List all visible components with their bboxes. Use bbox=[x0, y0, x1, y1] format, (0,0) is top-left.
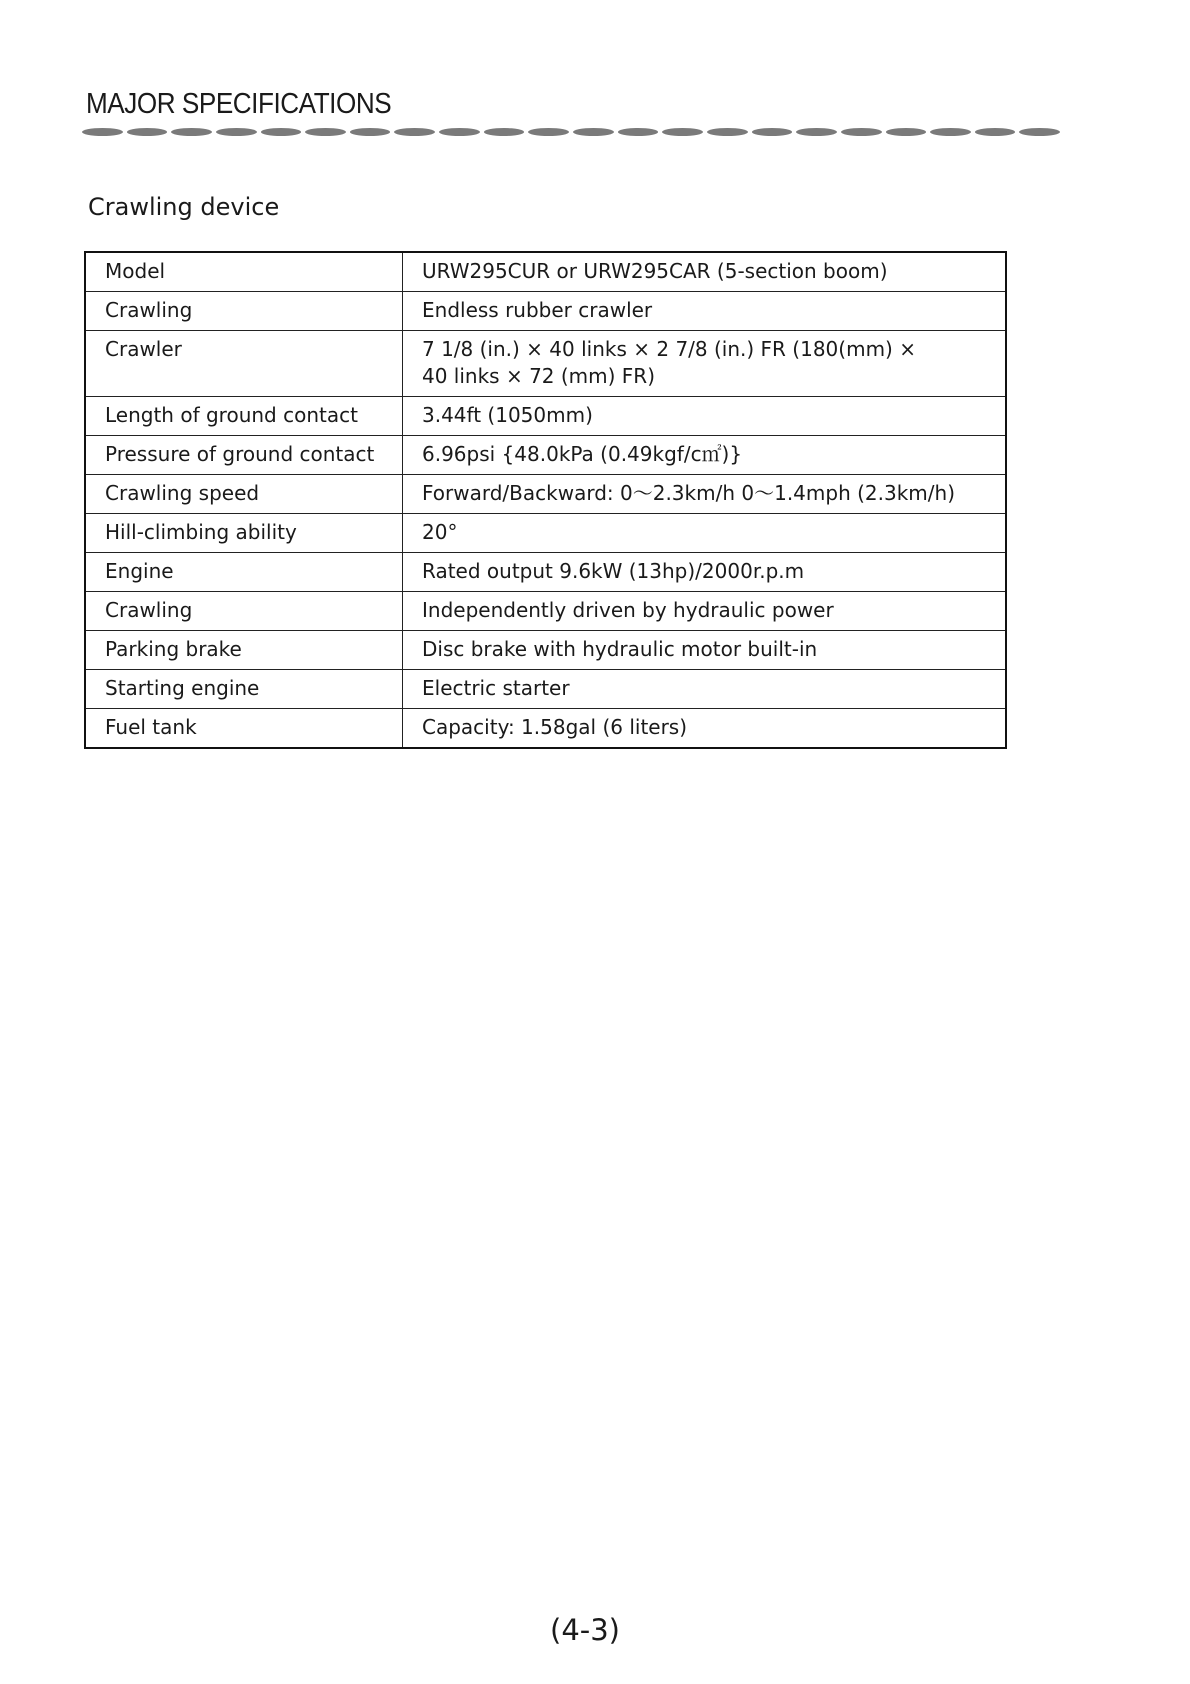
spec-value bbox=[403, 670, 1007, 709]
rule-dash bbox=[82, 128, 123, 136]
rule-dash bbox=[573, 128, 614, 136]
table-row bbox=[85, 592, 1006, 631]
table-row bbox=[85, 514, 1006, 553]
spec-value-line: Rated output 9.6kW (13hp)/2000r.p.m bbox=[422, 559, 805, 583]
title-dashed-rule bbox=[82, 128, 1060, 138]
spec-value bbox=[403, 331, 1007, 397]
spec-label: Hill-climbing ability bbox=[85, 514, 403, 553]
table-row bbox=[85, 553, 1006, 592]
spec-value-line: Electric starter bbox=[422, 676, 570, 700]
spec-label: Crawling bbox=[85, 292, 403, 331]
spec-value bbox=[403, 436, 1007, 475]
rule-dash bbox=[216, 128, 257, 136]
spec-label: Crawling bbox=[85, 592, 403, 631]
spec-value bbox=[403, 631, 1007, 670]
table-row bbox=[85, 475, 1006, 514]
table-row bbox=[85, 331, 1006, 397]
spec-label: Crawling speed bbox=[85, 475, 403, 514]
rule-dash bbox=[1019, 128, 1060, 136]
rule-dash bbox=[707, 128, 748, 136]
spec-label: Crawler bbox=[85, 331, 403, 397]
rule-dash bbox=[796, 128, 837, 136]
spec-value-line: 40 links × 72 (mm) FR) bbox=[422, 364, 656, 388]
spec-value-line: 7 1/8 (in.) × 40 links × 2 7/8 (in.) FR (180(mm) × bbox=[422, 337, 916, 361]
spec-value-line: Capacity: 1.58gal (6 liters) bbox=[422, 715, 688, 739]
spec-label: Fuel tank bbox=[85, 709, 403, 749]
table-row bbox=[85, 397, 1006, 436]
spec-value-line: 20° bbox=[422, 520, 458, 544]
rule-dash bbox=[528, 128, 569, 136]
rule-dash bbox=[394, 128, 435, 136]
table-row bbox=[85, 252, 1006, 292]
table-row bbox=[85, 292, 1006, 331]
spec-label: Length of ground contact bbox=[85, 397, 403, 436]
spec-value-line: Endless rubber crawler bbox=[422, 298, 653, 322]
table-row bbox=[85, 670, 1006, 709]
rule-dash bbox=[841, 128, 882, 136]
spec-value bbox=[403, 514, 1007, 553]
rule-dash bbox=[439, 128, 480, 136]
rule-dash bbox=[350, 128, 391, 136]
spec-value bbox=[403, 397, 1007, 436]
spec-label: Model bbox=[85, 252, 403, 292]
rule-dash bbox=[261, 128, 302, 136]
rule-dash bbox=[662, 128, 703, 136]
spec-value-line: Independently driven by hydraulic power bbox=[422, 598, 834, 622]
rule-dash bbox=[886, 128, 927, 136]
rule-dash bbox=[127, 128, 168, 136]
spec-label: Starting engine bbox=[85, 670, 403, 709]
table-row bbox=[85, 709, 1006, 749]
table-row bbox=[85, 436, 1006, 475]
spec-label: Engine bbox=[85, 553, 403, 592]
rule-dash bbox=[930, 128, 971, 136]
rule-dash bbox=[618, 128, 659, 136]
spec-table bbox=[84, 251, 1007, 749]
spec-value-line: 6.96psi {48.0kPa (0.49kgf/c㎡)} bbox=[422, 442, 743, 466]
rule-dash bbox=[975, 128, 1016, 136]
spec-value-line: Disc brake with hydraulic motor built-in bbox=[422, 637, 818, 661]
spec-value bbox=[403, 709, 1007, 749]
rule-dash bbox=[484, 128, 525, 136]
spec-label: Pressure of ground contact bbox=[85, 436, 403, 475]
spec-value bbox=[403, 292, 1007, 331]
rule-dash bbox=[171, 128, 212, 136]
spec-value-line: URW295CUR or URW295CAR (5-section boom) bbox=[422, 259, 888, 283]
spec-value-line: Forward/Backward: 0〜2.3km/h 0〜1.4mph (2.3km/h) bbox=[422, 481, 955, 505]
spec-label: Parking brake bbox=[85, 631, 403, 670]
spec-value bbox=[403, 553, 1007, 592]
section-heading: Crawling device bbox=[88, 193, 280, 221]
rule-dash bbox=[305, 128, 346, 136]
page-title: MAJOR SPECIFICATIONS bbox=[86, 88, 392, 120]
spec-value bbox=[403, 592, 1007, 631]
spec-value bbox=[403, 252, 1007, 292]
spec-value-line: 3.44ft (1050mm) bbox=[422, 403, 593, 427]
table-row bbox=[85, 631, 1006, 670]
page-number: (4-3) bbox=[550, 1613, 620, 1647]
spec-value bbox=[403, 475, 1007, 514]
rule-dash bbox=[752, 128, 793, 136]
